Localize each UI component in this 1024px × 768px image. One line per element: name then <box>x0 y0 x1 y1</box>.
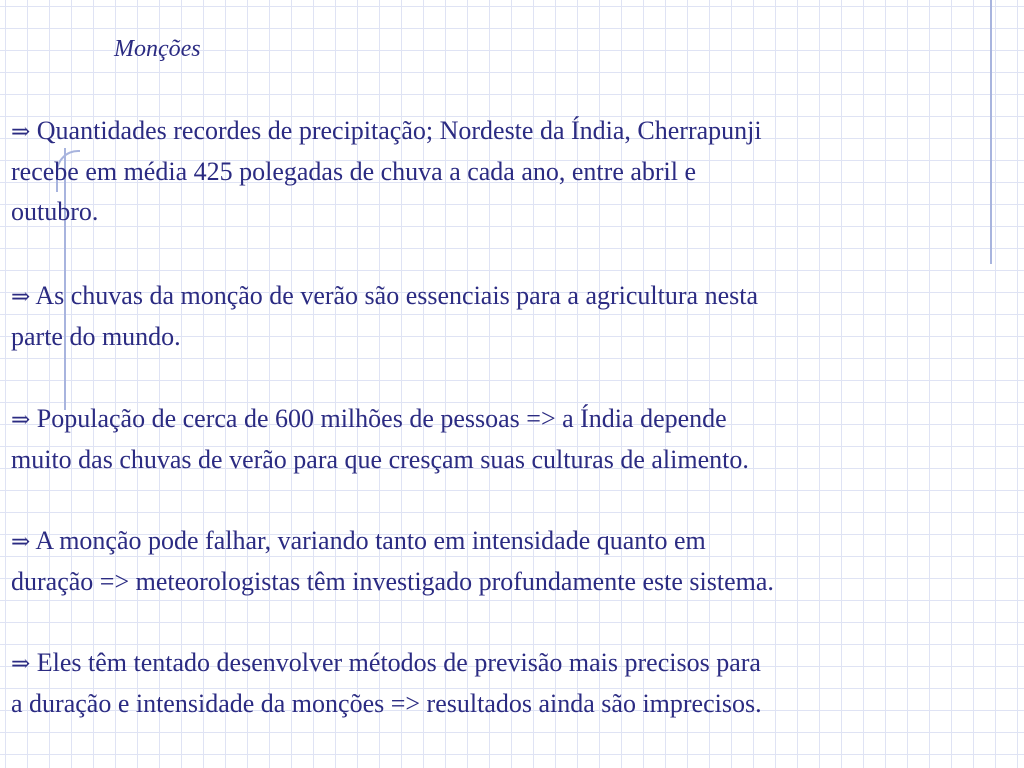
paragraph-5-line-1: Eles têm tentado desenvolver métodos de previsão mais precisos para <box>30 648 761 677</box>
arrow-bullet-icon: ⇒ <box>11 119 31 145</box>
paragraph-3-line-1: População de cerca de 600 milhões de pessoas => a Índia depende <box>30 404 727 433</box>
paragraph-1 <box>11 111 1021 232</box>
paragraph-4-line-1: A monção pode falhar, variando tanto em intensidade quanto em <box>30 526 706 555</box>
arrow-bullet-icon: ⇒ <box>11 407 31 433</box>
arrow-bullet-icon: ⇒ <box>11 651 31 677</box>
paragraph-2 <box>11 276 1021 357</box>
paragraph-5-line-2: a duração e intensidade da monções => resultados ainda são imprecisos. <box>11 689 762 718</box>
slide-title: Monções <box>114 36 201 62</box>
paragraph-1-line-3: outubro. <box>11 197 99 226</box>
paragraph-4-line-2: duração => meteorologistas têm investigado profundamente este sistema. <box>11 567 774 596</box>
paragraph-3 <box>11 399 1021 480</box>
paragraph-3-line-2: muito das chuvas de verão para que cresçam suas culturas de alimento. <box>11 445 749 474</box>
arrow-bullet-icon: ⇒ <box>11 284 31 310</box>
paragraph-1-line-1: Quantidades recordes de precipitação; Nordeste da Índia, Cherrapunji <box>30 116 762 145</box>
paragraph-2-line-2: parte do mundo. <box>11 322 181 351</box>
paragraph-5 <box>11 643 1021 724</box>
paragraph-1-line-2: recebe em média 425 polegadas de chuva a cada ano, entre abril e <box>11 157 697 186</box>
paragraph-2-line-1: As chuvas da monção de verão são essenciais para a agricultura nesta <box>30 281 758 310</box>
paragraph-4 <box>11 521 1021 602</box>
arrow-bullet-icon: ⇒ <box>11 529 31 555</box>
